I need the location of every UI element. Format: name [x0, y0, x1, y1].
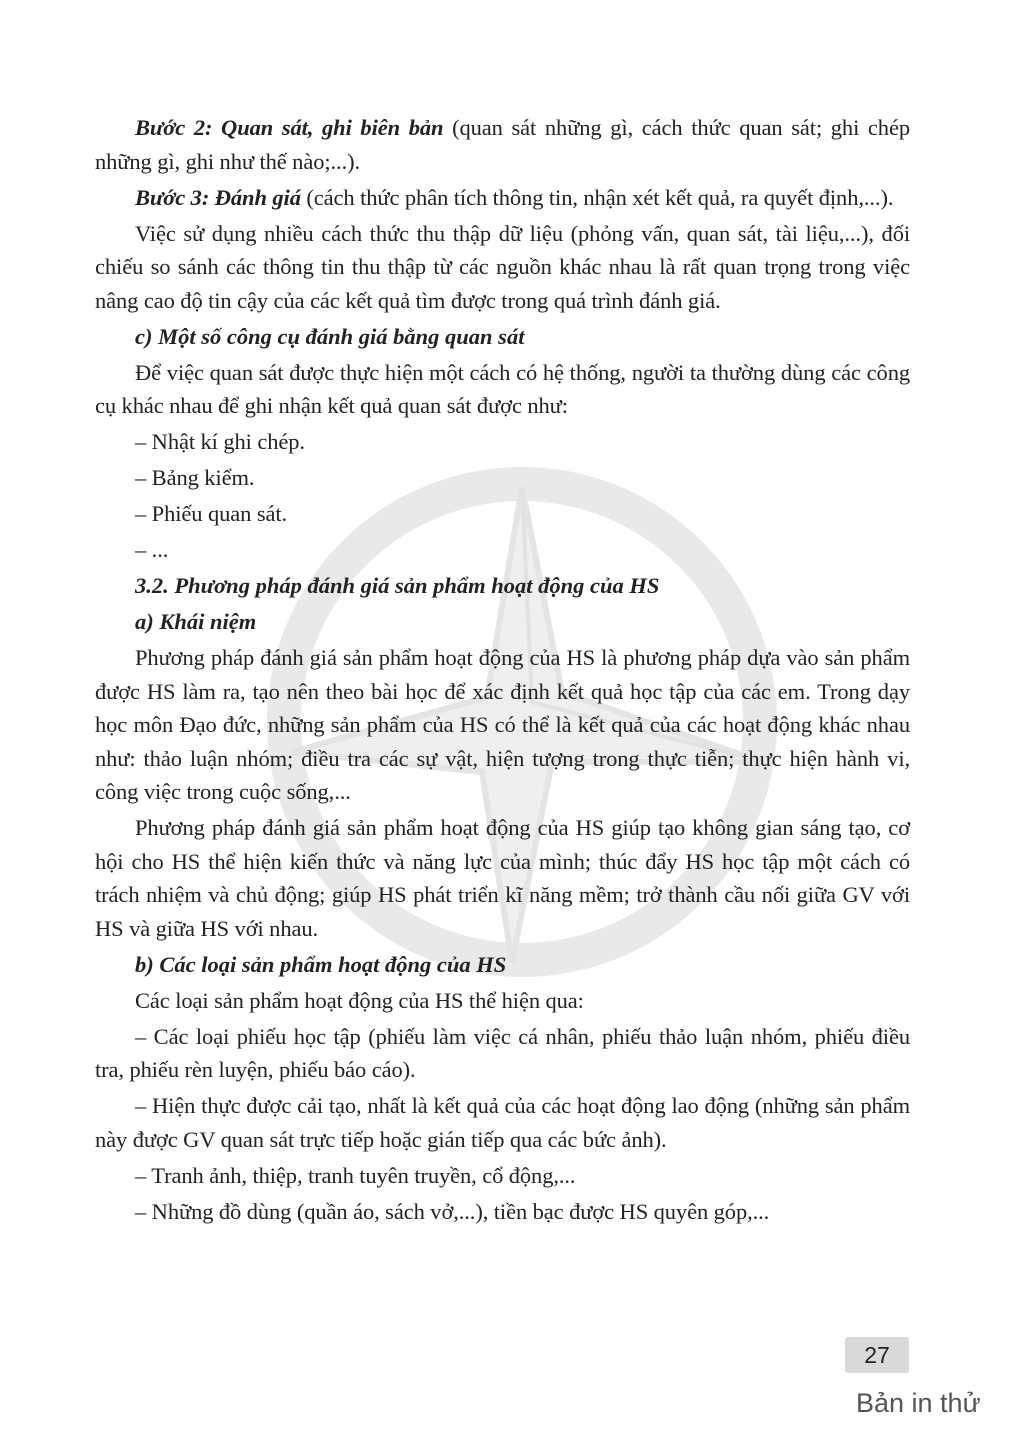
- section-heading: b) Các loại sản phẩm hoạt động của HS: [135, 951, 507, 977]
- list-item: – Tranh ảnh, thiệp, tranh tuyên truyền, cổ động,...: [135, 1162, 576, 1188]
- list-item: – Nhật kí ghi chép.: [135, 429, 305, 454]
- draft-label: Bản in thử: [856, 1388, 981, 1418]
- page-body: [95, 111, 910, 1231]
- paragraph: Phương pháp đánh giá sản phẩm hoạt động của HS là phương pháp dựa vào sản phẩm được HS làm ra, tạo nên theo bài học để xác định kết quả học tập của các em. Trong dạy học môn Đạo đức, những sản phẩm của HS có thể là kết quả của các hoạt động khác nhau như: thảo luận nhóm; điều tra các sự vật, hiện tượng trong thực tiễn; thực hiện hành vi, công việc trong cuộc sống,...: [95, 645, 910, 804]
- paragraph: Phương pháp đánh giá sản phẩm hoạt động của HS giúp tạo không gian sáng tạo, cơ hội cho HS thể hiện kiến thức và năng lực của mình; thúc đẩy HS học tập một cách có trách nhiệm và chủ động; giúp HS phát triển kĩ năng mềm; trở thành cầu nối giữa GV với HS và giữa HS với nhau.: [95, 815, 910, 941]
- step-3-text: (cách thức phân tích thông tin, nhận xét kết quả, ra quyết định,...).: [300, 184, 894, 210]
- paragraph: Việc sử dụng nhiều cách thức thu thập dữ liệu (phỏng vấn, quan sát, tài liệu,...), đối chiếu so sánh các thông tin thu thập từ các nguồn khác nhau là rất quan trọng trong việc nâng cao độ tin cậy của các kết quả tìm được trong quá trình đánh giá.: [95, 220, 910, 313]
- page-number-badge: 27: [845, 1337, 909, 1373]
- list-item: – Những đồ dùng (quần áo, sách vở,...), tiền bạc được HS quyên góp,...: [135, 1198, 770, 1224]
- step-2-text: (quan sát những gì, cách thức quan sát; ghi chép những gì, ghi như thế nào;...).: [95, 115, 910, 174]
- paragraph: Để việc quan sát được thực hiện một cách có hệ thống, người ta thường dùng các công cụ khác nhau để ghi nhận kết quả quan sát được như:: [95, 359, 910, 418]
- list-item: – Các loại phiếu học tập (phiếu làm việc cá nhân, phiếu thảo luận nhóm, phiếu điều tra, phiếu rèn luyện, phiếu báo cáo).: [95, 1023, 910, 1082]
- paragraph: Các loại sản phẩm hoạt động của HS thể hiện qua:: [135, 987, 584, 1013]
- list-item: – ...: [135, 537, 169, 562]
- list-item: – Bảng kiểm.: [135, 465, 255, 490]
- section-heading: a) Khái niệm: [135, 609, 257, 634]
- list-item: – Phiếu quan sát.: [135, 501, 288, 526]
- section-heading: c) Một số công cụ đánh giá bằng quan sát: [135, 323, 525, 349]
- step-2-lead: Bước 2: Quan sát, ghi biên bản: [135, 115, 444, 140]
- paragraph-step-3: [95, 181, 910, 215]
- paragraph-step-2: [95, 111, 910, 178]
- list-item: – Hiện thực được cải tạo, nhất là kết quả của các hoạt động lao động (những sản phẩm này được GV quan sát trực tiếp hoặc gián tiếp qua các bức ảnh).: [95, 1093, 910, 1152]
- step-3-lead: Bước 3: Đánh giá: [135, 184, 301, 210]
- section-heading: 3.2. Phương pháp đánh giá sản phẩm hoạt động của HS: [135, 573, 660, 598]
